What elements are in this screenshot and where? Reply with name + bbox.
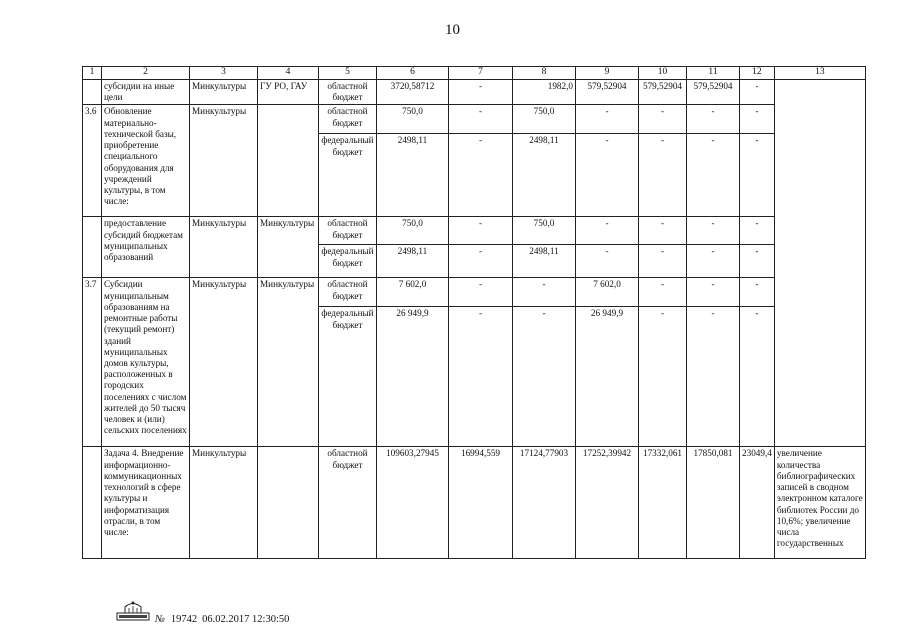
column-number: 3	[190, 67, 258, 80]
value-cell: 579,52904	[687, 80, 740, 105]
value-cell: -	[513, 307, 576, 447]
column-number: 7	[449, 67, 513, 80]
value-cell: 17332,061	[639, 447, 687, 559]
value-cell: 2498,11	[513, 134, 576, 217]
activity-name: Задача 4. Внедрение информационно-коммуникационных технологий в сфере культуры и информатизация отрасли, в том числе:	[102, 447, 190, 559]
value-cell: 17252,39942	[576, 447, 639, 559]
budget-source: областной бюджет	[319, 447, 377, 559]
value-cell: 26 949,9	[576, 307, 639, 447]
value-cell: -	[449, 245, 513, 278]
value-cell: 750,0	[513, 217, 576, 245]
value-cell: 16994,559	[449, 447, 513, 559]
responsible-party: Минкультуры	[190, 105, 258, 217]
value-cell: -	[687, 217, 740, 245]
responsible-party: Минкультуры	[190, 447, 258, 559]
row-number-cell	[83, 217, 102, 278]
value-cell: -	[449, 307, 513, 447]
responsible-party: Минкультуры	[190, 217, 258, 278]
value-cell: -	[687, 278, 740, 307]
value-cell: -	[740, 134, 775, 217]
value-cell: -	[740, 307, 775, 447]
value-cell: 26 949,9	[377, 307, 449, 447]
result-description: увеличение количества библиографических записей в сводном электронном каталоге библиотек России до 10,6%; увеличение числа государственных	[774, 447, 865, 559]
budget-source: областной бюджет	[319, 217, 377, 245]
number-sign: №	[155, 614, 165, 625]
table-row	[83, 217, 866, 245]
value-cell: -	[576, 217, 639, 245]
value-cell: -	[639, 307, 687, 447]
value-cell: 2498,11	[377, 134, 449, 217]
activity-name: Субсидии муниципальным образованиям на ремонтные работы (текущий ремонт) зданий муниципальных домов культуры, расположенных в городских поселениях с числом жителей до 50 тысяч человек и (или) сельских поселениях	[102, 278, 190, 447]
registry-seal-icon	[116, 599, 150, 626]
executor: Минкультуры	[258, 278, 319, 447]
table-row	[83, 80, 866, 105]
value-cell: 579,52904	[576, 80, 639, 105]
column-number: 4	[258, 67, 319, 80]
value-cell: -	[576, 245, 639, 278]
row-number-cell	[83, 447, 102, 559]
activity-name: предоставление субсидий бюджетам муниципальных образований	[102, 217, 190, 278]
column-number: 8	[513, 67, 576, 80]
budget-table	[82, 66, 866, 559]
row-number-cell	[83, 80, 102, 105]
column-number: 2	[102, 67, 190, 80]
column-number: 11	[687, 67, 740, 80]
activity-name: субсидии на иные цели	[102, 80, 190, 105]
value-cell: 17124,77903	[513, 447, 576, 559]
value-cell: -	[740, 217, 775, 245]
value-cell: -	[687, 245, 740, 278]
column-number: 5	[319, 67, 377, 80]
executor: Минкультуры	[258, 217, 319, 278]
column-number-header-row	[83, 67, 866, 80]
value-cell: -	[639, 278, 687, 307]
value-cell: -	[639, 105, 687, 134]
value-cell: -	[449, 278, 513, 307]
document-datetime: 06.02.2017 12:30:50	[202, 614, 290, 625]
value-cell: 17850,081	[687, 447, 740, 559]
value-cell: 750,0	[377, 105, 449, 134]
column-number: 12	[740, 67, 775, 80]
value-cell: 750,0	[513, 105, 576, 134]
value-cell: -	[740, 245, 775, 278]
value-cell: -	[687, 105, 740, 134]
executor	[258, 105, 319, 217]
value-cell: 2498,11	[513, 245, 576, 278]
table-row	[83, 105, 866, 134]
responsible-party: Минкультуры	[190, 80, 258, 105]
value-cell: 23049,4	[740, 447, 775, 559]
page-number: 10	[445, 22, 460, 38]
budget-source: федеральный бюджет	[319, 307, 377, 447]
value-cell: -	[687, 307, 740, 447]
result-cell	[774, 80, 865, 447]
value-cell: 109603,27945	[377, 447, 449, 559]
responsible-party: Минкультуры	[190, 278, 258, 447]
executor: ГУ РО, ГАУ	[258, 80, 319, 105]
executor	[258, 447, 319, 559]
value-cell: 2498,11	[377, 245, 449, 278]
column-number: 1	[83, 67, 102, 80]
budget-source: областной бюджет	[319, 105, 377, 134]
value-cell: -	[576, 105, 639, 134]
value-cell: -	[639, 217, 687, 245]
value-cell: -	[639, 134, 687, 217]
value-cell: -	[449, 134, 513, 217]
value-cell: 579,52904	[639, 80, 687, 105]
value-cell: -	[687, 134, 740, 217]
value-cell: -	[740, 80, 775, 105]
budget-source: федеральный бюджет	[319, 245, 377, 278]
value-cell: 7 602,0	[377, 278, 449, 307]
column-number: 9	[576, 67, 639, 80]
column-number: 13	[774, 67, 865, 80]
budget-source: федеральный бюджет	[319, 134, 377, 217]
row-number: 3.7	[83, 278, 102, 447]
column-number: 6	[377, 67, 449, 80]
document-id: 19742	[170, 614, 198, 625]
document-registration-stamp	[155, 614, 289, 625]
row-number: 3.6	[83, 105, 102, 217]
value-cell: 3720,58712	[377, 80, 449, 105]
activity-name: Обновление материально-технической базы, приобретение специального оборудования для учреждений культуры, в том числе:	[102, 105, 190, 217]
value-cell: 750,0	[377, 217, 449, 245]
value-cell: -	[639, 245, 687, 278]
value-cell: -	[449, 105, 513, 134]
value-cell: -	[449, 80, 513, 105]
value-cell: 1982,0	[513, 80, 576, 105]
table-row	[83, 278, 866, 307]
budget-source: областной бюджет	[319, 80, 377, 105]
table-row	[83, 447, 866, 559]
column-number: 10	[639, 67, 687, 80]
value-cell: -	[576, 134, 639, 217]
value-cell: -	[449, 217, 513, 245]
value-cell: -	[740, 278, 775, 307]
value-cell: -	[513, 278, 576, 307]
value-cell: -	[740, 105, 775, 134]
budget-source: областной бюджет	[319, 278, 377, 307]
value-cell: 7 602,0	[576, 278, 639, 307]
